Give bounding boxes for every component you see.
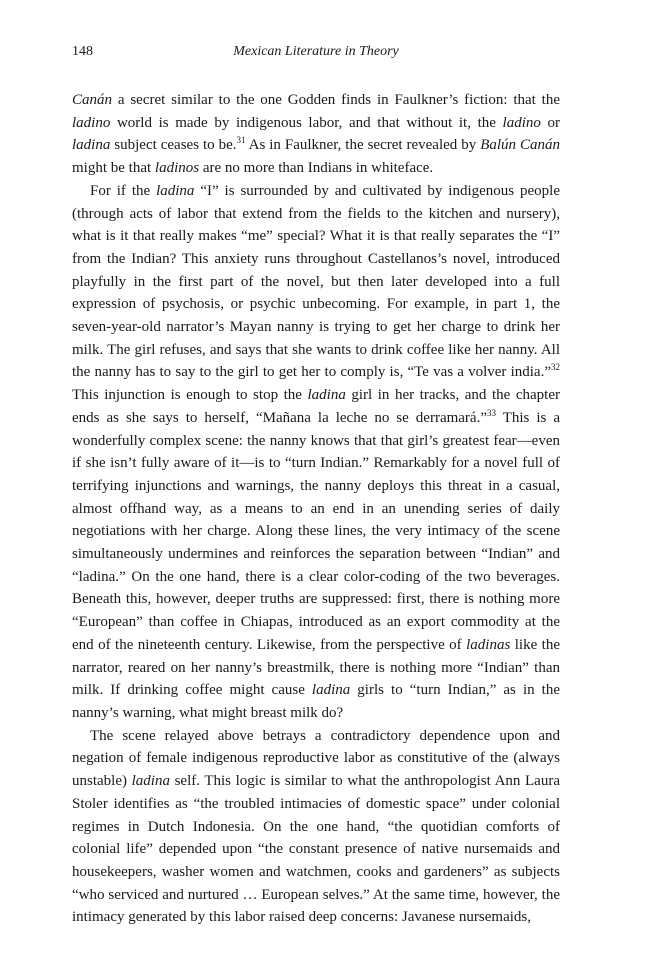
- text-run: or: [540, 114, 560, 131]
- italic-text-run: ladina: [307, 387, 346, 404]
- footnote-marker: 31: [236, 135, 246, 146]
- text-run: are no more than Indians in whiteface.: [199, 160, 434, 177]
- text-run: This is a wonderfully complex scene: the nanny knows that that girl’s greatest fear—even if she isn’t fully aware of it—is to “turn Indian.” Remarkably for a novel full of terrifying injunctions and warnings, the nanny deploys this threat in a casual, almost offhand way, as a means to an end in an unending series of daily negotiations with her charge. Along these lines, the very intimacy of the scene simultaneously undermines and reinforces the separation between “Indian” and “ladina.” On the one hand, there is a clear color-coding of the two beverages. Beneath this, however, deeper truths are suppressed: first, there is nothing more “European” than coffee in Chiapas, introduced as an export commodity at the end of the nineteenth century. Likewise, from the perspective of: [72, 409, 560, 653]
- text-run: The scene relayed above betrays a contradictory dependence upon and negation of female indigenous reproductive labor as constitutive of the (always unstable): [72, 727, 560, 790]
- text-run: a secret similar to the one Godden finds in Faulkner’s fiction: that the: [112, 92, 560, 108]
- running-title: Mexican Literature in Theory: [233, 44, 399, 59]
- italic-text-run: ladino: [72, 114, 111, 131]
- footnote-marker: 32: [551, 362, 560, 373]
- text-run: girl in her tracks, and the chapter ends as she says to herself, “Mañana la leche no se derramará.”: [72, 387, 560, 426]
- text-run: “I” is surrounded by and cultivated by indigenous people (through acts of labor that extend from the fields to the kitchen and nursery), what is it that really makes “me” special? What it is that really separates the “I” from the Indian? This anxiety runs throughout Castellanos’s novel, introduced playfully in the first part of the novel, but then later developed into a full expression of psychosis, or psychic unbecoming. For example, in part 1, the seven-year-old narrator’s Mayan nanny is trying to get her charge to drink her milk. The girl refuses, and says that she wants to drink coffee like her nanny. All the nanny has to say to the girl to get her to comply is, “Te vas a volver india.”: [72, 182, 561, 381]
- text-run: self. This logic is similar to what the anthropologist Ann Laura Stoler identifies as “the troubled intimacies of domestic space” under colonial regimes in Dutch Indonesia. On the one hand, “the quotidian comforts of colonial life” depended upon “the constant presence of native nursemaids and housekeepers, washer women and watchmen, cooks and gardeners” as subjects “who serviced and nurtured … European selves.” At the same time, however, the intimacy generated by this labor raised deep concerns: Javanese nursemaids,: [72, 773, 560, 926]
- italic-text-run: Canán: [72, 92, 113, 108]
- text-run: girls to “turn Indian,” as in the nanny’s warning, what might breast milk do?: [72, 682, 560, 721]
- italic-text-run: Balún Canán: [480, 137, 560, 154]
- paragraph: [72, 89, 560, 180]
- text-run: like the narrator, reared on her nanny’s breastmilk, there is nothing more “Indian” than milk. If drinking coffee might cause: [72, 636, 560, 699]
- italic-text-run: ladina: [311, 682, 351, 699]
- text-run: world is made by indigenous labor, and that without it, the: [110, 114, 503, 131]
- text-run: subject ceases to be.: [110, 137, 237, 154]
- italic-text-run: ladina: [156, 182, 195, 199]
- italic-text-run: ladinas: [466, 636, 511, 653]
- italic-text-run: ladino: [502, 114, 541, 131]
- italic-text-run: ladina: [131, 773, 170, 790]
- text-run: might be that: [72, 160, 155, 177]
- text-run: As in Faulkner, the secret revealed by: [245, 137, 481, 154]
- page-number: 148: [72, 44, 93, 59]
- paragraph: [72, 180, 560, 725]
- book-page: [72, 40, 560, 929]
- italic-text-run: ladinos: [154, 160, 200, 177]
- text-run: This injunction is enough to stop the: [72, 387, 308, 404]
- running-head: [72, 40, 560, 64]
- body-text: [72, 89, 560, 929]
- italic-text-run: ladina: [72, 137, 111, 154]
- paragraph: [72, 725, 560, 929]
- footnote-marker: 33: [486, 407, 496, 418]
- text-run: For if the: [90, 182, 157, 199]
